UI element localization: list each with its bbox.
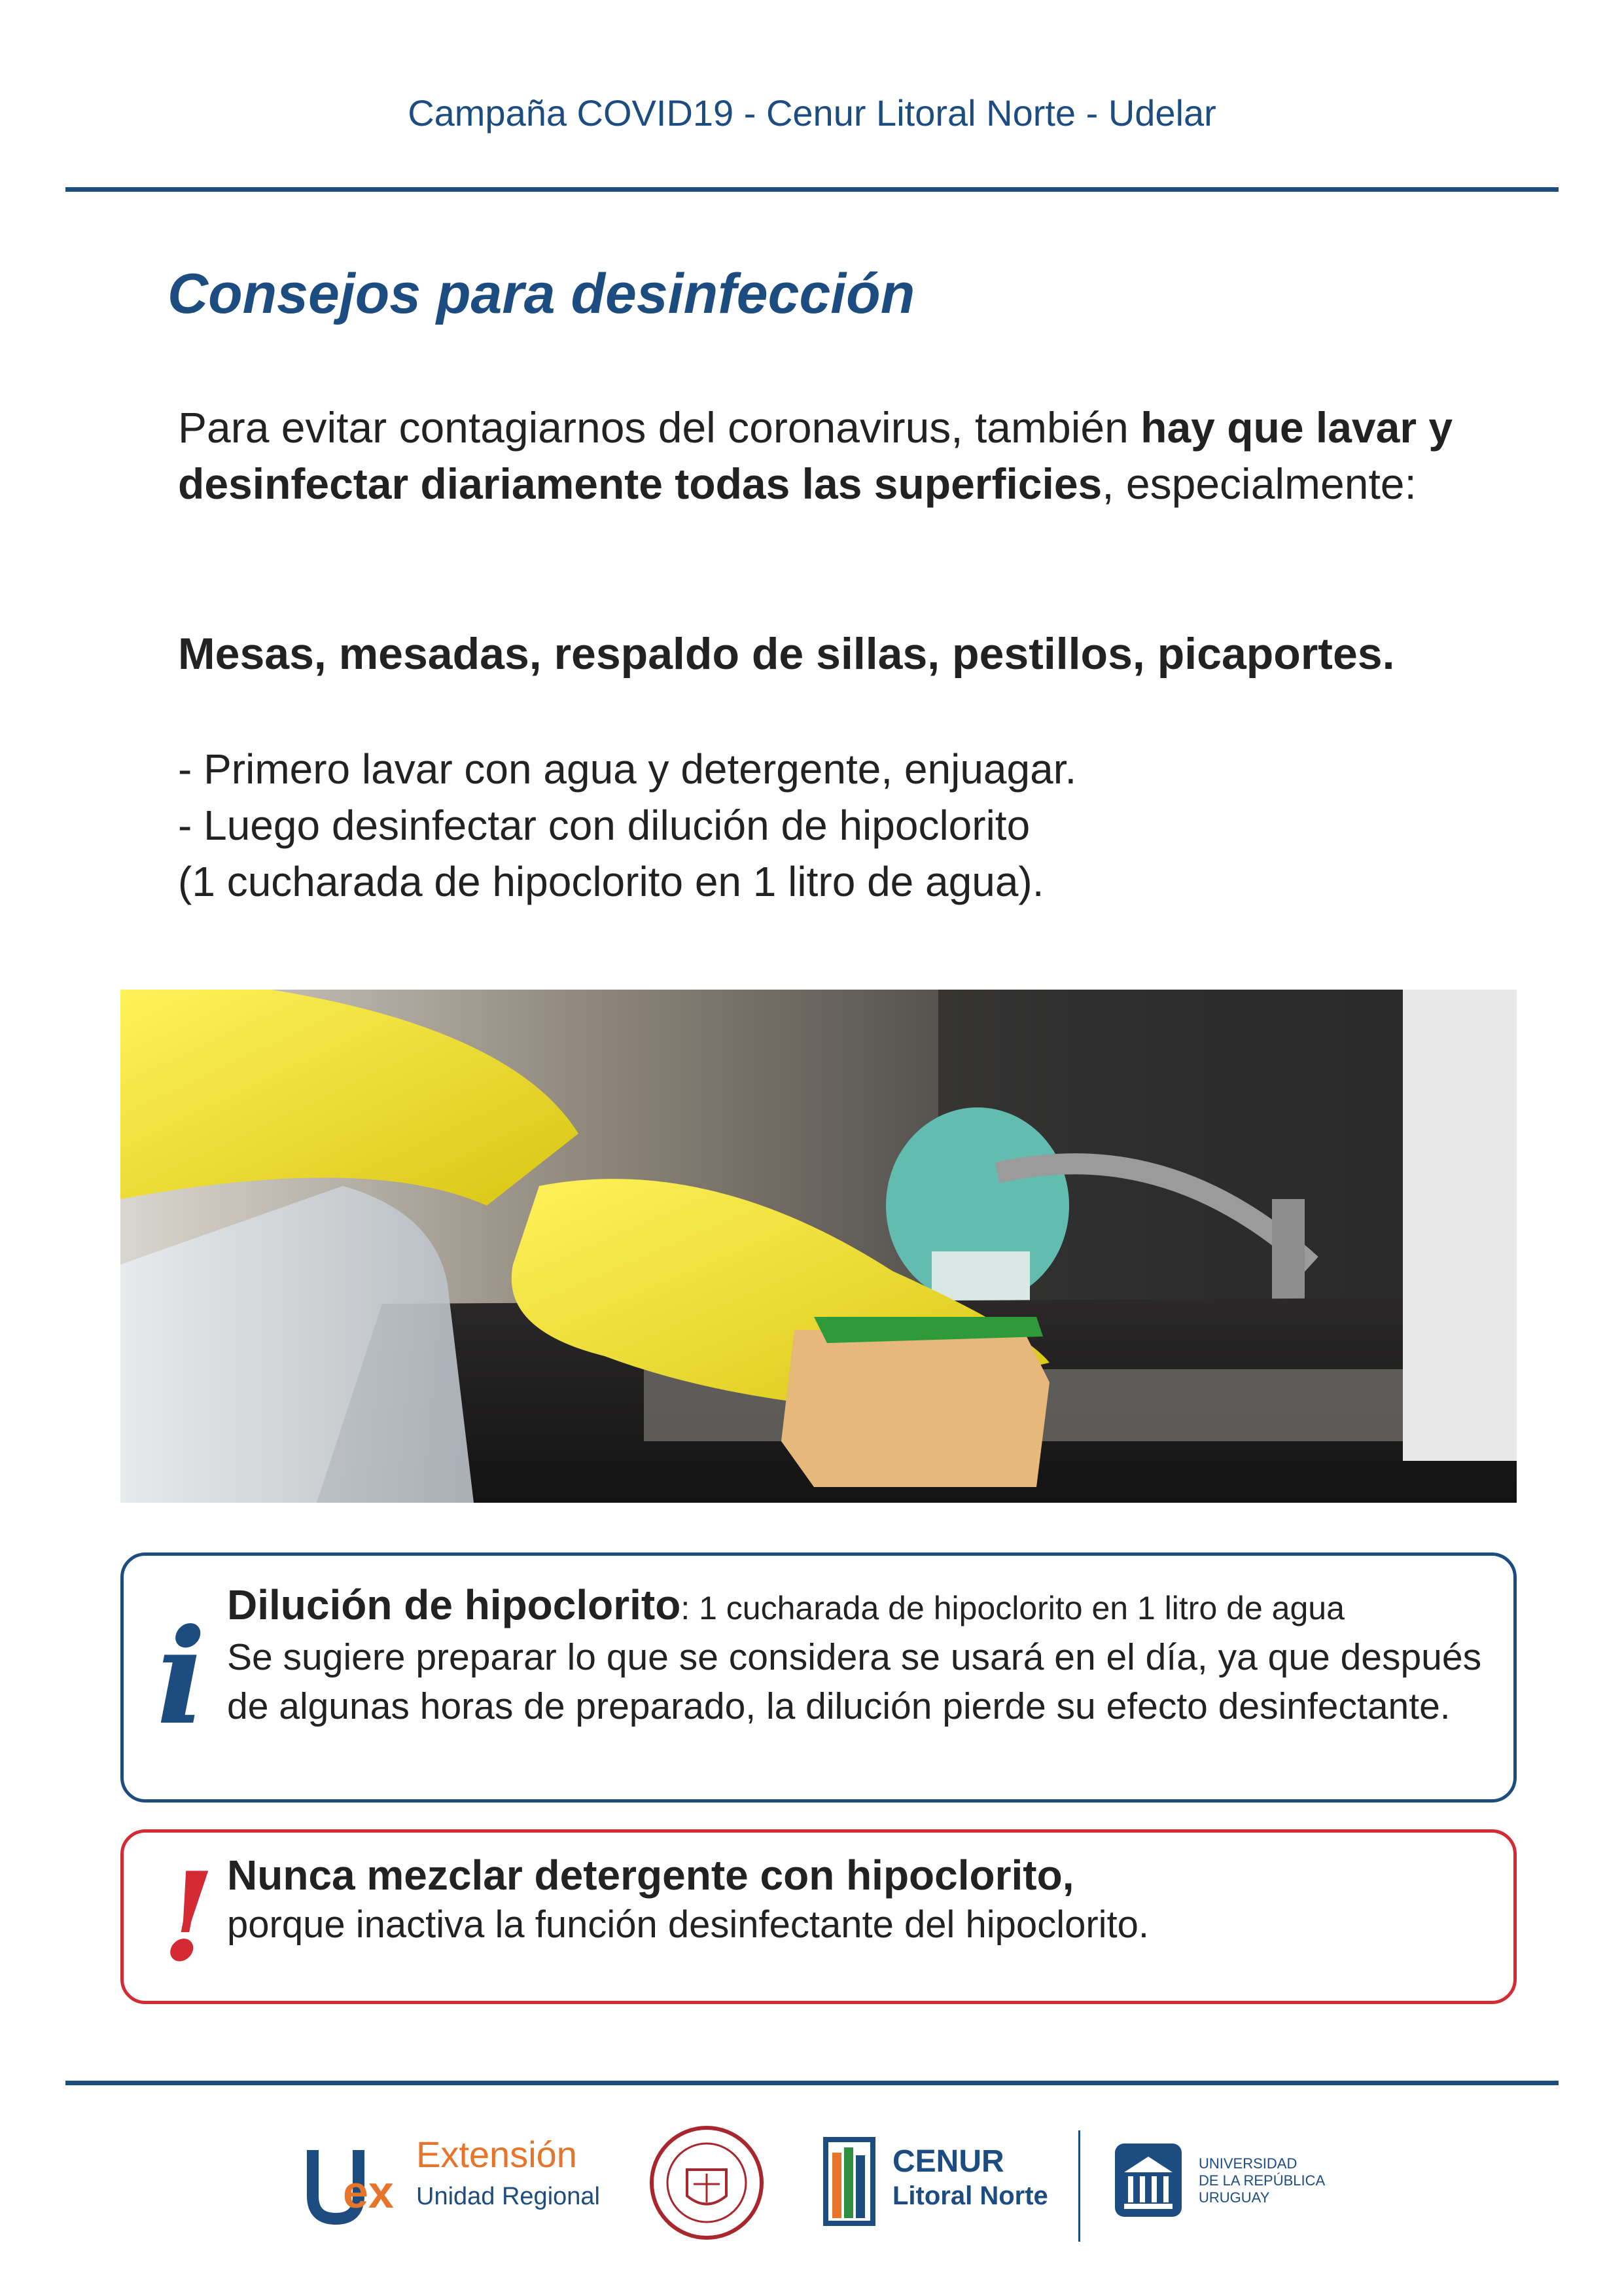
extension-subtitle: Unidad Regional — [416, 2183, 600, 2210]
cleaning-photo-illustration — [120, 990, 1517, 1503]
step-item: - Luego desinfectar con dilución de hipoclorito — [178, 802, 1031, 849]
info-callout-title: Dilución de hipoclorito — [227, 1581, 681, 1628]
exclamation-icon: ! — [162, 1845, 215, 1988]
page-title: Consejos para desinfección — [168, 262, 915, 325]
step-item: (1 cucharada de hipoclorito en 1 litro de agua). — [178, 858, 1044, 905]
info-callout — [120, 1552, 1517, 1803]
cenur-title: CENUR — [892, 2144, 1004, 2179]
udelar-line: DE LA REPÚBLICA — [1199, 2172, 1326, 2189]
intro-text: Para evitar contagiarnos del coronavirus, también — [178, 403, 1141, 452]
header-divider — [65, 187, 1559, 192]
intro-text-end: , especialmente: — [1102, 459, 1417, 508]
info-callout-subtitle: : 1 cucharada de hipoclorito en 1 litro de agua — [680, 1590, 1345, 1626]
udelar-line: UNIVERSIDAD — [1199, 2155, 1297, 2172]
step-item: - Primero lavar con agua y detergente, enjuagar. — [178, 745, 1077, 793]
svg-text:ex: ex — [343, 2166, 394, 2217]
cenur-logo-icon — [823, 2136, 875, 2227]
udelar-name — [1199, 2155, 1325, 2206]
udelar-logo-mark — [1112, 2141, 1184, 2219]
info-icon: i — [156, 1600, 206, 1754]
extension-logo-mark — [306, 2137, 404, 2229]
info-callout-text — [227, 1581, 1503, 1731]
cenur-logo-mark — [823, 2136, 875, 2227]
warning-callout-body: porque inactiva la función desinfectante del hipoclorito. — [227, 1903, 1150, 1946]
footer-logo-separator — [1078, 2130, 1080, 2242]
footer-divider — [65, 2081, 1559, 2085]
faculty-seal — [648, 2124, 766, 2242]
steps-list — [178, 741, 1076, 910]
cenur-subtitle: Litoral Norte — [892, 2181, 1048, 2210]
intro-paragraph — [178, 399, 1519, 512]
warning-callout — [120, 1829, 1517, 2004]
surfaces-list: Mesas, mesadas, respaldo de sillas, pestillos, picaportes. — [178, 629, 1395, 679]
warning-callout-title: Nunca mezclar detergente con hipoclorito, — [227, 1852, 1074, 1899]
extension-logo — [306, 2137, 404, 2229]
udelar-emblem — [1112, 2141, 1184, 2219]
cleaning-photo — [120, 990, 1517, 1503]
faculty-seal-emblem — [648, 2124, 766, 2242]
extension-title: Extensión — [416, 2134, 577, 2175]
footer-logos — [0, 2124, 1624, 2255]
campaign-header: Campaña COVID19 - Cenur Litoral Norte - Udelar — [408, 92, 1216, 134]
info-callout-body: Se sugiere preparar lo que se considera se usará en el día, ya que después de algunas horas de preparado, la dilución pierde su efecto desinfectante. — [227, 1636, 1482, 1727]
udelar-line: URUGUAY — [1199, 2189, 1270, 2206]
warning-callout-text — [227, 1851, 1503, 1949]
intro-emphasis: hay que lavar y desinfectar diariamente todas las superficies — [178, 403, 1453, 508]
